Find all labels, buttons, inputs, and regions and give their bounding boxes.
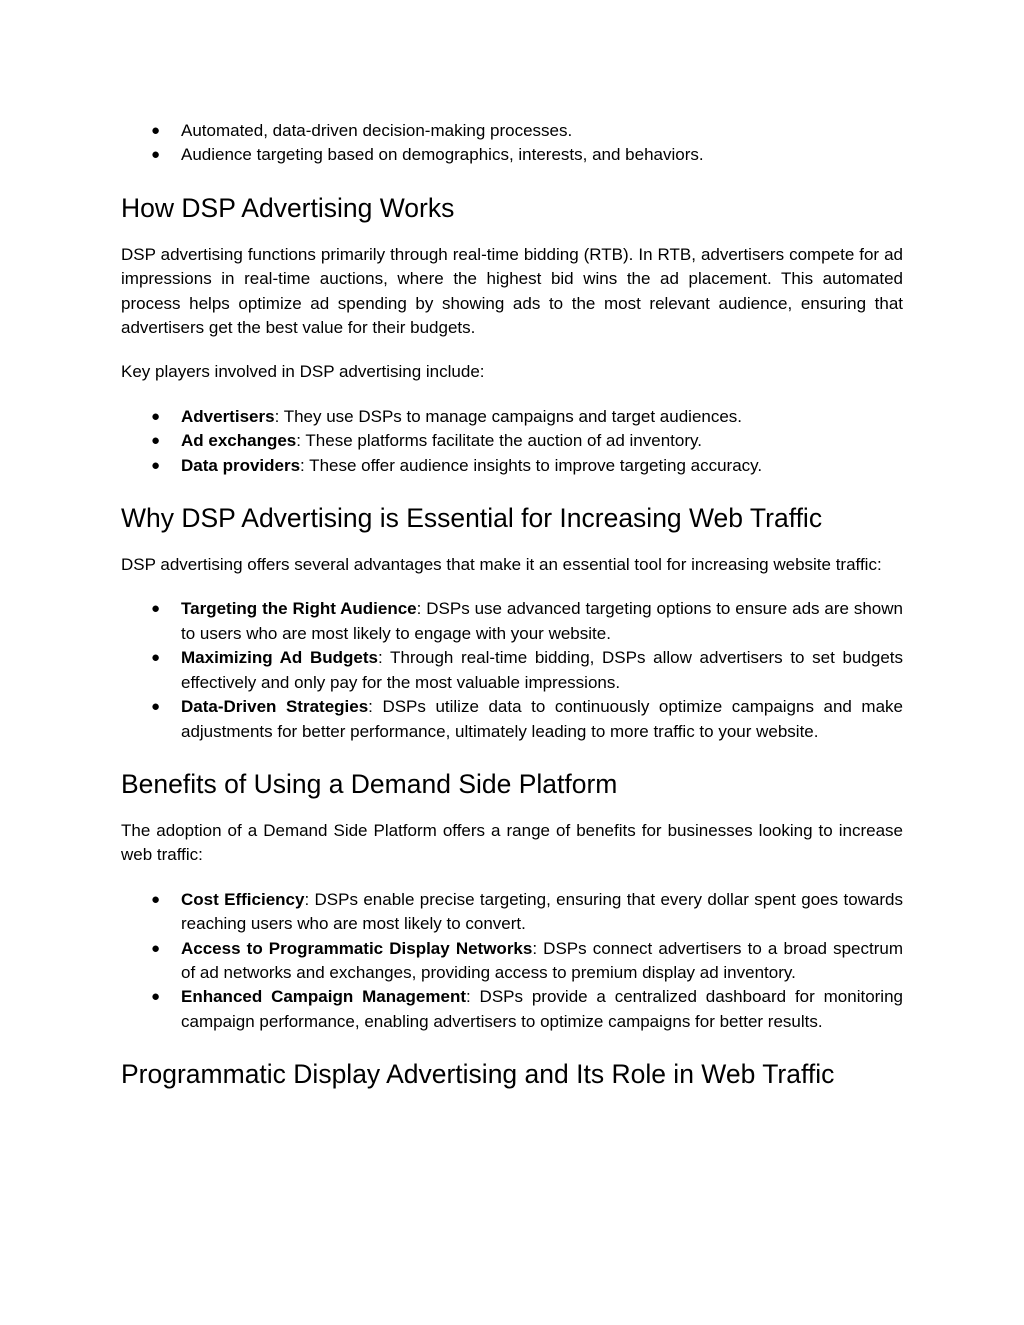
list-item: ● Advertisers: They use DSPs to manage campaigns and target audiences. [121, 405, 903, 429]
list-item: ● Targeting the Right Audience: DSPs use advanced targeting options to ensure ads are shown to users who are most likely to engage with your website. [151, 599, 903, 643]
intro-bullet-list [121, 119, 903, 168]
list-item: ● Data providers: These offer audience insights to improve targeting accuracy. [121, 454, 903, 478]
section-heading-benefits-dsp: Benefits of Using a Demand Side Platform [121, 768, 618, 799]
bullet-icon: ● [151, 407, 161, 425]
list-item: ● Cost Efficiency: DSPs enable precise targeting, ensuring that every dollar spent goes towards reaching users who are most likely to convert. [151, 889, 903, 934]
bullet-icon: ● [151, 939, 161, 957]
list-item: ● Access to Programmatic Display Networks: DSPs connect advertisers to a broad spectrum of ad networks and exchanges, providing access to premium display ad inventory. [151, 938, 903, 982]
bullet-icon: ● [151, 146, 161, 164]
paragraph: Key players involved in DSP advertising include: [121, 362, 485, 382]
key-players-list [121, 405, 903, 478]
bullet-icon: ● [151, 988, 161, 1006]
section-heading-how-dsp-works: How DSP Advertising Works [121, 192, 455, 223]
document-page [121, 119, 903, 1090]
paragraph: DSP advertising functions primarily through real-time bidding (RTB). In RTB, advertisers compete for ad impressions in real-time auctions, where the highest bid wins the ad placement. This automated process helps optimize ad spending by showing ads to the most relevant audience, ensuring that advertisers get the best value for their budgets. [121, 244, 903, 338]
paragraph: The adoption of a Demand Side Platform offers a range of benefits for businesses looking to increase web traffic: [121, 820, 903, 865]
list-item: ● Maximizing Ad Budgets: Through real-time bidding, DSPs allow advertisers to set budgets effectively and only pay for the most valuable impressions. [151, 648, 903, 692]
bullet-icon: ● [151, 698, 161, 716]
list-item: ● Automated, data-driven decision-making processes. [121, 119, 903, 143]
bullet-icon: ● [151, 890, 161, 908]
paragraph: DSP advertising offers several advantages that make it an essential tool for increasing website traffic: [121, 555, 882, 575]
bullet-icon: ● [151, 456, 161, 474]
benefits-list [121, 888, 903, 1034]
bullet-icon: ● [151, 122, 161, 139]
section-heading-why-dsp-essential: Why DSP Advertising is Essential for Increasing Web Traffic [121, 503, 823, 534]
bullet-icon: ● [151, 600, 161, 618]
advantages-list [121, 597, 903, 743]
list-item: ● Enhanced Campaign Management: DSPs provide a centralized dashboard for monitoring campaign performance, enabling advertisers to optimize campaigns for better results. [151, 987, 903, 1031]
bullet-icon: ● [151, 649, 161, 667]
bullet-icon: ● [151, 432, 161, 450]
list-item: ● Audience targeting based on demographics, interests, and behaviors. [121, 143, 903, 167]
list-item: ● Ad exchanges: These platforms facilitate the auction of ad inventory. [121, 429, 903, 453]
section-heading-programmatic-display: Programmatic Display Advertising and Its Role in Web Traffic [121, 1059, 835, 1090]
list-item: ● Data-Driven Strategies: DSPs utilize data to continuously optimize campaigns and make adjustments for better performance, ultimately leading to more traffic to your website. [151, 697, 903, 741]
